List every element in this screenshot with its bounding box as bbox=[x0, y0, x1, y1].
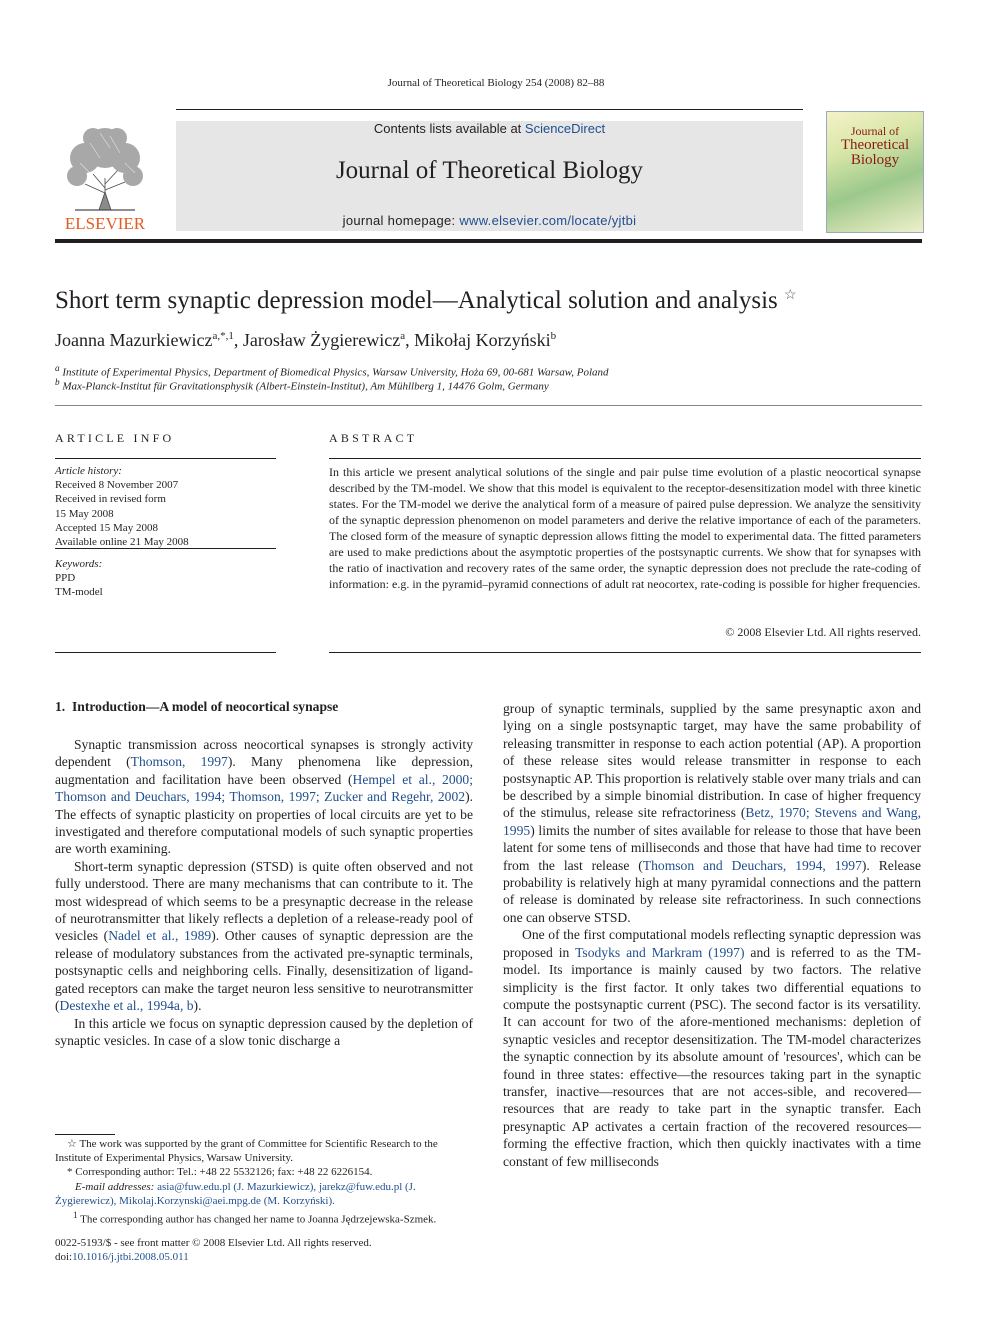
footnote-emails bbox=[55, 1180, 473, 1208]
author-name: Jarosław Żygierewicz bbox=[242, 330, 401, 350]
footnote bbox=[55, 1208, 473, 1227]
citation-link[interactable]: Destexhe et al., 1994a, b bbox=[59, 998, 194, 1014]
header-thick-rule bbox=[55, 239, 922, 243]
citation-link[interactable]: Thomson, 1997 bbox=[130, 754, 228, 770]
email-owner[interactable]: (J. Żygierewicz), bbox=[55, 1180, 416, 1207]
email-owner[interactable]: (M. Korzyński). bbox=[260, 1194, 335, 1207]
keywords-rule bbox=[55, 548, 276, 549]
article-title-text: Short term synaptic depression model—Analytical solution and analysis bbox=[55, 287, 778, 314]
left-column bbox=[55, 736, 473, 1049]
section-subtitle: —A model of neocortical synapse bbox=[145, 699, 339, 714]
citation-link[interactable]: Thomson and Deuchars, 1994, 1997 bbox=[642, 857, 862, 873]
footnote-mark: * bbox=[67, 1166, 73, 1179]
article-info-bottom-rule bbox=[55, 652, 276, 653]
citation-link[interactable]: Tsodyks and Markram (1997) bbox=[575, 944, 745, 960]
abstract-heading: ABSTRACT bbox=[329, 431, 418, 445]
affiliation-text: Institute of Experimental Physics, Department of Biomedical Physics, Warsaw University, Hoża 69, 00-681 Warsaw, Poland bbox=[62, 366, 609, 379]
paragraph: In this article we focus on synaptic depression caused by the depletion of synaptic vesicles. In case of a slow tonic discharge a bbox=[55, 1015, 473, 1048]
history-item: 15 May 2008 bbox=[55, 507, 114, 520]
abstract-rule bbox=[329, 458, 921, 459]
text: and is referred to as the TM-model. Its importance is mainly caused by two factors. The relative simplicity is the first factor. It only takes two differential equations to compute the postsynaptic current (PSC). The second factor is its versatility. It can account for two of the afore-mentioned mechanisms: depletion of synaptic vesicles and receptor desensitization. The TM-model characterizes the synaptic connection by its absolute amount of 'resources', which can be found in three states: effective—the resources taking part in the synaptic transfer, inactive—resources that are not acces-sible, and recovered—resources that are ready to take part in the synaptic transfer. Each presynaptic AP activates a certain fraction of the recovered resources—forming the effective fraction, which then quickly inactivates with a time constant of few milliseconds bbox=[503, 944, 921, 1169]
email-link[interactable]: jarekz@fuw.edu.pl bbox=[318, 1180, 403, 1193]
text: group of synaptic terminals, supplied by the same presynaptic axon and lying on a single postsynaptic target, may have the same probability of releasing transmitter in response to each action potential (AP). A proportion of these release sites would release transmitter in response to each postsynaptic AP. This proportion is relatively stable over many trials and can be described by a simple binomial distribution. In case of higher frequency of the stimulus, release site refractoriness ( bbox=[503, 701, 921, 821]
footnote-text: The work was supported by the grant of Committee for Scientific Research to the Institute of Experimental Physics, Warsaw University. bbox=[55, 1138, 438, 1165]
title-block-rule bbox=[55, 405, 922, 406]
paragraph bbox=[503, 700, 921, 926]
author-name: Joanna Mazurkiewicz bbox=[55, 330, 213, 350]
footnote bbox=[55, 1165, 473, 1179]
author-separator: , bbox=[233, 330, 243, 350]
text: ) limits the number of sites available for release to those that have been latent for some tens of milliseconds and those that have had time to recover from the last release ( bbox=[503, 822, 921, 873]
doi-label: doi: bbox=[55, 1251, 73, 1263]
history-label: Article history: bbox=[55, 465, 122, 477]
text: ). Many phenomena like depression, augmentation and facilitation have been observed ( bbox=[55, 754, 473, 787]
keyword: TM-model bbox=[55, 586, 103, 599]
homepage-prefix: journal homepage: bbox=[342, 213, 460, 228]
author-superscript[interactable]: a bbox=[400, 330, 406, 342]
history-item: Received 8 November 2007 bbox=[55, 479, 179, 492]
text: One of the first computational models reflecting synaptic depression was proposed in bbox=[503, 927, 921, 960]
footnotes bbox=[55, 1137, 473, 1227]
affiliation-mark: b bbox=[55, 377, 60, 387]
author-name: Mikołaj Korzyński bbox=[414, 330, 551, 350]
keywords-label: Keywords: bbox=[55, 558, 103, 570]
abstract-bottom-rule bbox=[329, 652, 921, 653]
homepage-link[interactable]: www.elsevier.com/locate/yjtbi bbox=[459, 213, 637, 228]
footnote-text: Corresponding author: Tel.: +48 22 5532126; fax: +48 22 6226154. bbox=[75, 1166, 373, 1179]
affiliation bbox=[55, 377, 549, 393]
right-column bbox=[503, 700, 921, 1170]
email-label: E-mail addresses: bbox=[75, 1180, 158, 1193]
sciencedirect-link[interactable]: ScienceDirect bbox=[524, 121, 606, 136]
paragraph bbox=[503, 926, 921, 1170]
history-item: Available online 21 May 2008 bbox=[55, 536, 189, 549]
footnote-rule bbox=[55, 1134, 115, 1135]
history-item: Accepted 15 May 2008 bbox=[55, 521, 158, 534]
journal-homepage bbox=[176, 213, 803, 228]
paragraph bbox=[55, 736, 473, 858]
history-item: Received in revised form bbox=[55, 493, 166, 506]
keywords bbox=[55, 557, 103, 600]
doi-link[interactable]: 10.1016/j.jtbi.2008.05.011 bbox=[72, 1251, 189, 1263]
affiliation-text: Max-Planck-Institut für Gravitationsphysik (Albert-Einstein-Institut), Am Mühllberg 1, 14476 Golm, Germany bbox=[62, 380, 549, 393]
section-heading bbox=[55, 699, 338, 715]
email-link[interactable]: Mikolaj.Korzynski@aei.mpg.de bbox=[119, 1194, 261, 1207]
abstract-text: In this article we present analytical solutions of the single and pair pulse time evolution of a plastic neocortical synapse described by the TM-model. We show that this model is equivalent to the receptor-desensitization model with three kinetic states. For the TM-model we derive the analytical form of a measure of paired pulse depression. We analyze the sensitivity of the synaptic depression phenomenon on model parameters and derive the relative importance of each of the parameters. The closed form of the measure of synaptic depression allows fitting the model to experimental data. The fitted parameters are used to make predictions about the asymptotic properties of the postsynaptic currents. We show that for synapses with the ratio of inactivation and recovery rates of the same order, the synaptic depression does not preclude the rate-coding of information: e.g. in the pyramid–pyramid connections of adult rat neocortex, rate-coding is possible for higher frequencies. bbox=[329, 465, 921, 591]
author-separator: , bbox=[405, 330, 415, 350]
text: ). Other causes of synaptic depression are the release of modulatory substances from the activated pre-synaptic terminals, postsynaptic cells and neighboring cells. Finally, desensitization of ligand-gated receptors can make the target neuron less sensitive to neurotransmitter ( bbox=[55, 928, 473, 1014]
footnote-star-icon[interactable]: ☆ bbox=[784, 288, 797, 303]
author-superscript[interactable]: b bbox=[550, 330, 557, 342]
section-number: 1. bbox=[55, 699, 66, 714]
elsevier-tree-icon bbox=[55, 118, 155, 234]
author-superscript[interactable]: a,*,1 bbox=[212, 330, 234, 342]
doi-line bbox=[55, 1251, 189, 1263]
author-list bbox=[55, 330, 556, 351]
text: Short-term synaptic depression (STSD) is quite often observed and not fully understood. There are many mechanisms that can contribute to it. The most widespread of which seems to be a presynaptic decrease in the release of neurotransmitter that likely reflects a depletion of a release-ready pool of vesicles ( bbox=[55, 858, 473, 944]
footnote bbox=[55, 1137, 473, 1165]
footnote-mark: 1 bbox=[73, 1210, 78, 1221]
citation-link[interactable]: Betz, 1970; Stevens and Wang, 1995 bbox=[503, 805, 921, 838]
cover-line-1: Journal of bbox=[850, 124, 900, 138]
text: ). The effects of synaptic plasticity on properties of local circuits are yet to be investigated and therefore computational models of such synaptic properties are worth examining. bbox=[55, 789, 473, 857]
elsevier-logo bbox=[55, 118, 155, 234]
text: ). Release probability is relatively high at many pyramidal connections and the pattern of release is dominated by release site refractoriness. In such connections one can observe STSD. bbox=[503, 857, 922, 925]
text: ). bbox=[193, 998, 202, 1014]
section-title: Introduction bbox=[72, 699, 146, 714]
contents-line bbox=[176, 121, 803, 136]
abstract-copyright: © 2008 Elsevier Ltd. All rights reserved. bbox=[725, 625, 921, 639]
footnote-star-icon: ☆ bbox=[67, 1138, 77, 1150]
article-info-rule bbox=[55, 458, 276, 459]
svg-text:ELSEVIER: ELSEVIER bbox=[64, 214, 146, 233]
email-owner[interactable]: (J. Mazurkiewicz), bbox=[230, 1180, 319, 1193]
journal-title: Journal of Theoretical Biology bbox=[335, 157, 644, 184]
affiliation-mark: a bbox=[55, 363, 60, 373]
header-rule bbox=[176, 109, 803, 110]
keyword: PPD bbox=[55, 572, 76, 585]
article-info-heading: ARTICLE INFO bbox=[55, 431, 175, 445]
issn-line: 0022-5193/$ - see front matter © 2008 Elsevier Ltd. All rights reserved. bbox=[55, 1237, 372, 1249]
citation-link[interactable]: Nadel et al., 1989 bbox=[108, 928, 212, 944]
email-link[interactable]: asia@fuw.edu.pl bbox=[157, 1180, 231, 1193]
contents-prefix: Contents lists available at bbox=[373, 121, 525, 136]
journal-citation: Journal of Theoretical Biology 254 (2008) 82–88 bbox=[387, 77, 605, 89]
article-title bbox=[55, 287, 797, 315]
cover-line-2: Theoretical bbox=[840, 137, 910, 153]
cover-line-3: Biology bbox=[850, 152, 900, 168]
footnote-text: The corresponding author has changed her name to Joanna Jędrzejewska-Szmek. bbox=[80, 1213, 437, 1226]
text: Synaptic transmission across neocortical synapses is strongly activity dependent ( bbox=[55, 737, 473, 770]
paragraph bbox=[55, 858, 473, 1015]
citation-link[interactable]: Hempel et al., 2000; Thomson and Deuchars, 1994; Thomson, 1997; Zucker and Regehr, 2002 bbox=[55, 771, 473, 805]
article-history bbox=[55, 464, 189, 549]
journal-cover bbox=[826, 111, 924, 233]
